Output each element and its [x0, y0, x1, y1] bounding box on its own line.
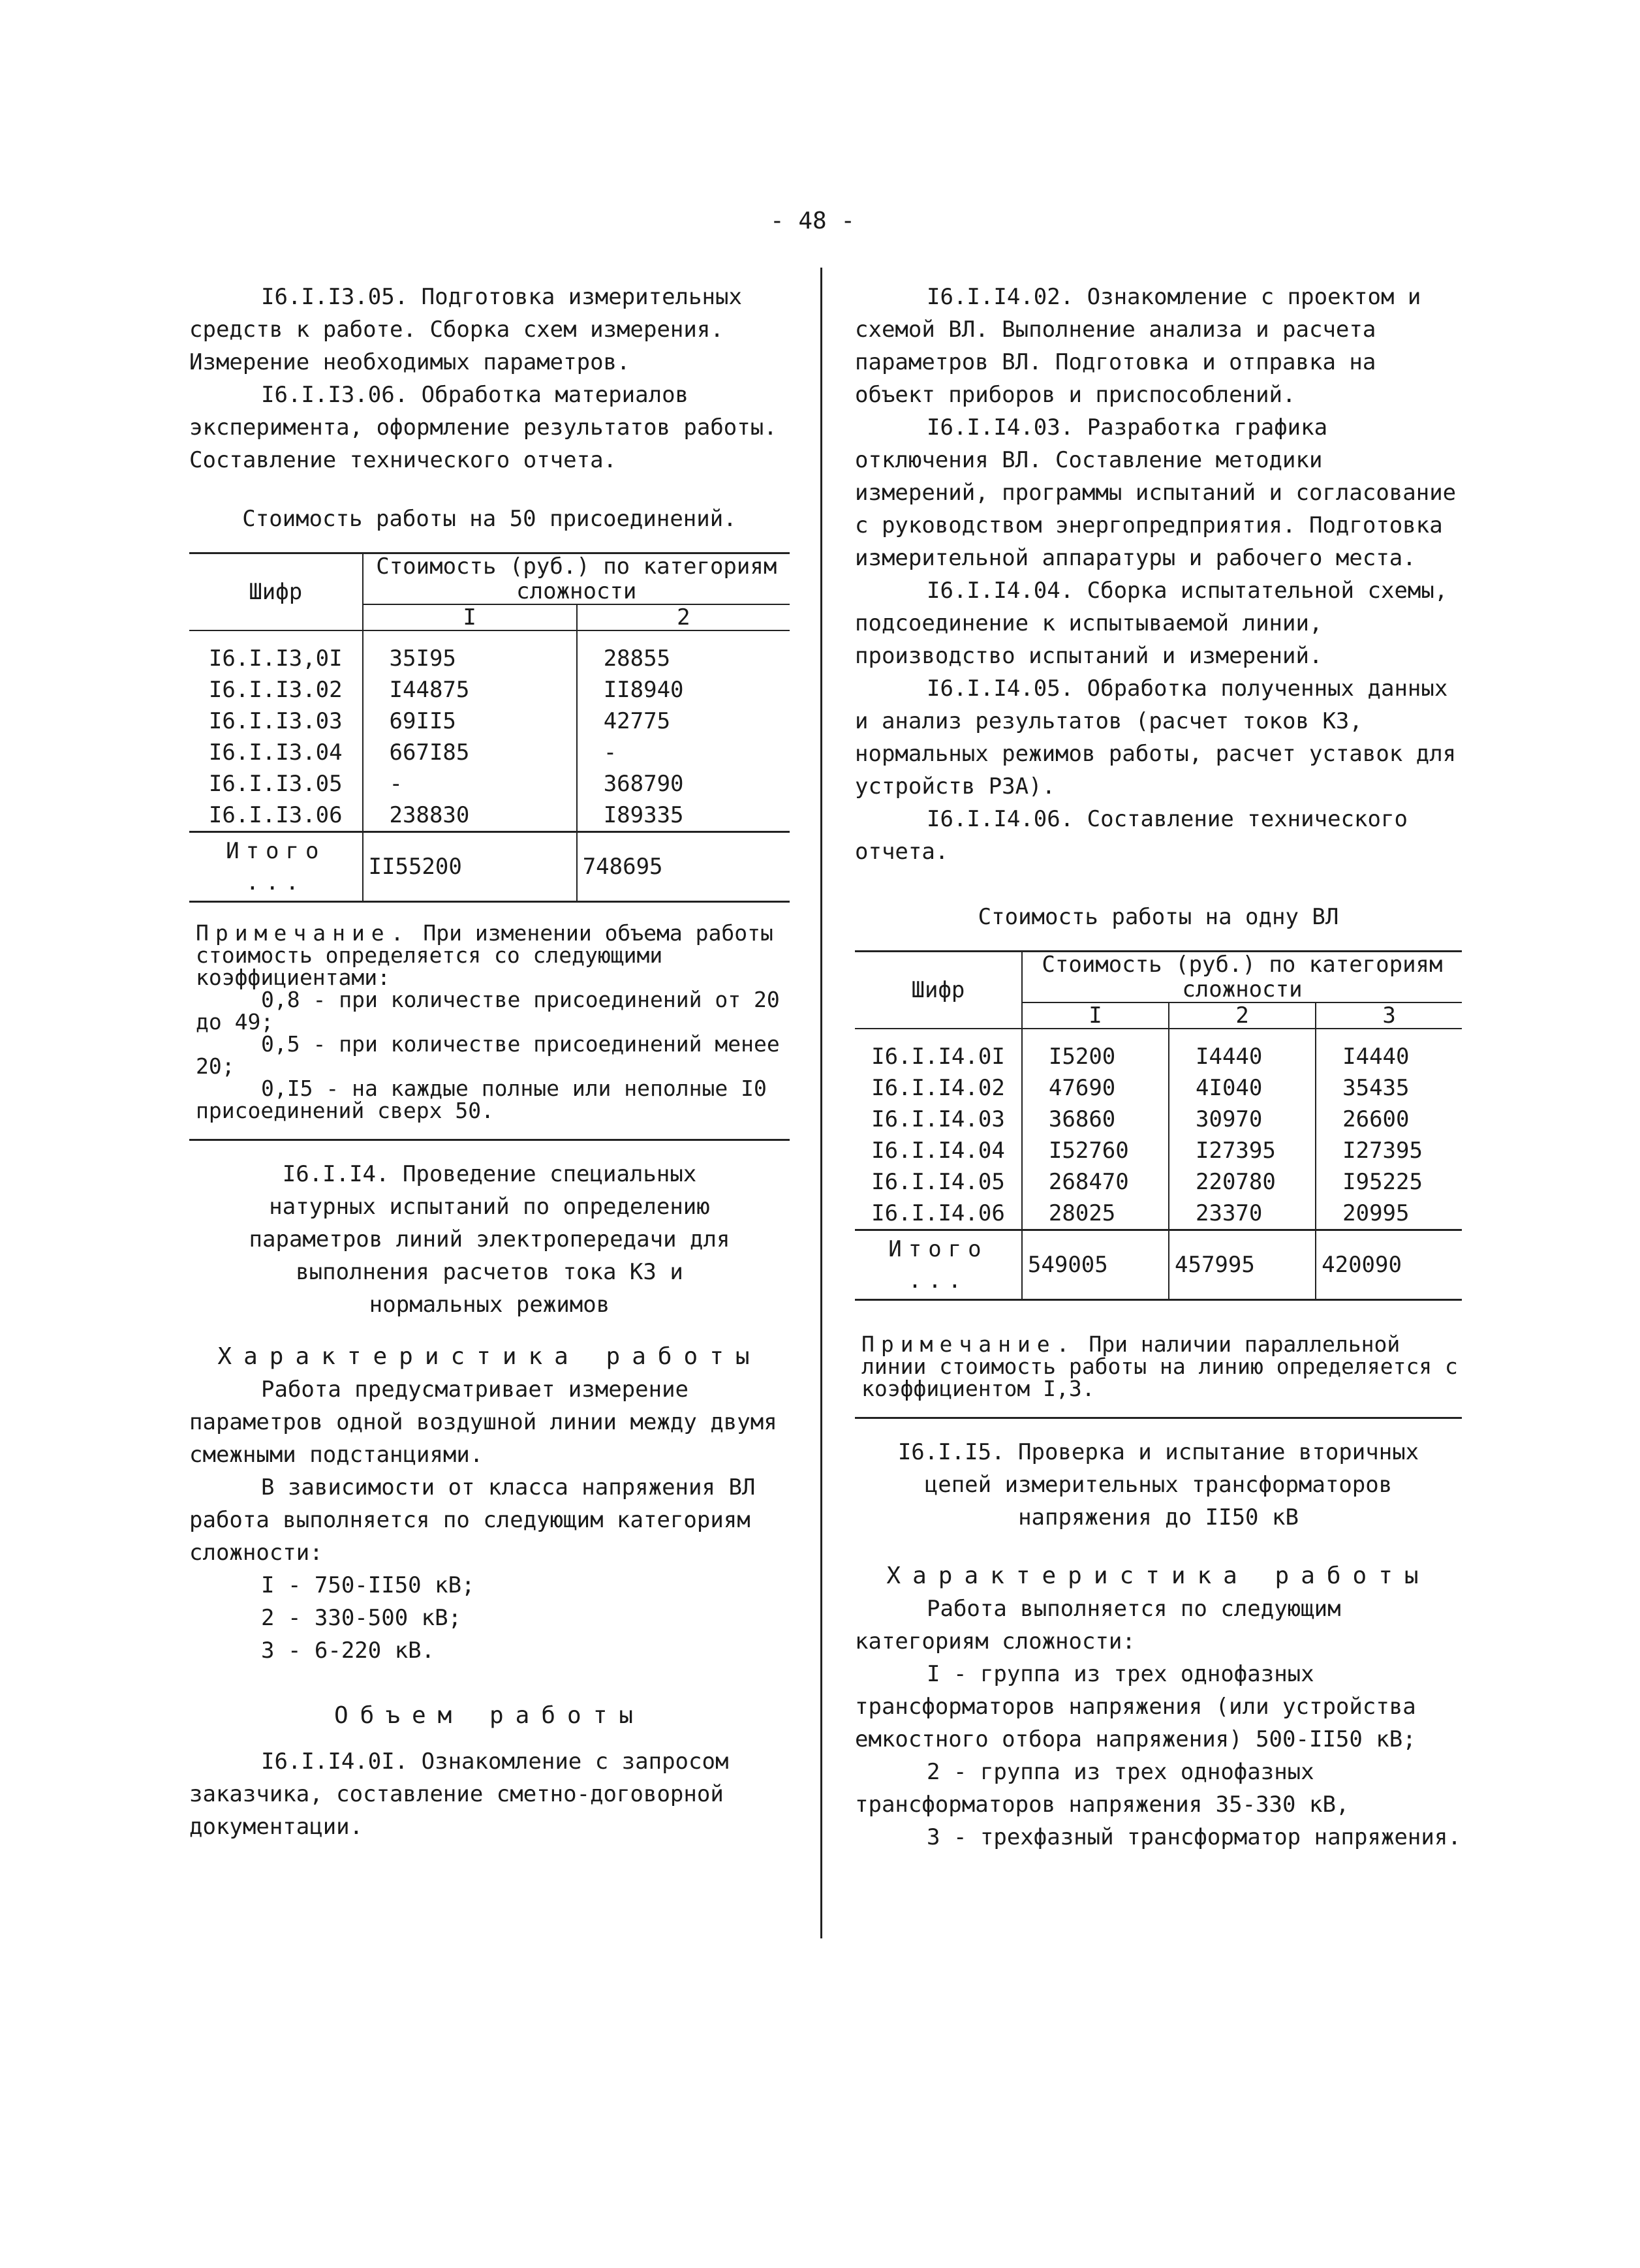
row-cat1: 238830 — [363, 800, 577, 832]
row-code: I6.I.I3.04 — [208, 739, 343, 766]
total-label: Итого ... — [189, 832, 363, 902]
row-cat1: I5200 — [1022, 1029, 1169, 1072]
note-block — [189, 922, 790, 1122]
separator — [855, 1417, 1462, 1419]
left-column — [189, 281, 790, 1843]
total-cat3: 420090 — [1316, 1230, 1462, 1300]
row-cat2: 28855 — [577, 630, 790, 674]
row-code: I6.I.I3.02 — [208, 677, 343, 703]
col-header-cat1: I — [1022, 1002, 1169, 1029]
row-code: I6.I.I4.06 — [871, 1200, 1005, 1226]
right-column — [855, 281, 1462, 1854]
row-code: I6.I.I4.02 — [871, 1075, 1005, 1101]
row-cat1: 667I85 — [363, 737, 577, 768]
row-code: I6.I.I3,0I — [208, 645, 343, 672]
table-row — [189, 674, 790, 706]
characteristic-paragraph: В зависимости от класса напряжения ВЛ работа выполняется по следующим категориям сложности: — [189, 1474, 756, 1566]
row-cat1: 28025 — [1022, 1198, 1169, 1230]
note-line: 0,I5 - на каждые полные или неполные I0 присоединений сверх 50. — [196, 1076, 767, 1123]
row-cat1: 35I95 — [363, 630, 577, 674]
row-cat1: I44875 — [363, 674, 577, 706]
category-item: I - 750-II50 кВ; — [261, 1572, 475, 1598]
row-cat2: 23370 — [1169, 1198, 1316, 1230]
col-header-cat1: I — [363, 604, 577, 630]
table-total-row — [855, 1230, 1462, 1300]
paragraph-14-06: I6.I.I4.06. Составление технического отчета. — [855, 806, 1408, 865]
paragraph-13-06: I6.I.I3.06. Обработка материалов эксперимента, оформление результатов работы. Составление технического отчета. — [189, 382, 777, 473]
row-cat2: 220780 — [1169, 1166, 1316, 1198]
table-row — [855, 1135, 1462, 1166]
col-header-cat2: 2 — [1169, 1002, 1316, 1029]
col-header-code: Шифр — [189, 553, 363, 631]
row-cat1: 268470 — [1022, 1166, 1169, 1198]
row-cat2: 42775 — [577, 706, 790, 737]
section-title-14: I6.I.I4. Проведение специальных натурных испытаний по определению параметров линий электропередачи для выполнения расчетов тока КЗ и нормальных режимов — [249, 1161, 730, 1318]
note-line: 0,5 - при количестве присоединений менее 20; — [196, 1031, 780, 1079]
row-code: I6.I.I4.05 — [871, 1169, 1005, 1195]
note-text: При изменении объема работы стоимость определяется со следующими коэффициентами: — [196, 920, 773, 990]
row-cat1: - — [363, 768, 577, 800]
row-cat2: 4I040 — [1169, 1072, 1316, 1104]
paragraph-14-02: I6.I.I4.02. Ознакомление с проектом и схемой ВЛ. Выполнение анализа и расчета параметров ВЛ. Подготовка и отправка на объект приборов и приспособлений. — [855, 284, 1421, 408]
table-row — [855, 1104, 1462, 1135]
row-cat2: II8940 — [577, 674, 790, 706]
section-title-15: I6.I.I5. Проверка и испытание вторичных цепей измерительных трансформаторов напряжения до II50 кВ — [897, 1439, 1419, 1530]
row-cat1: I52760 — [1022, 1135, 1169, 1166]
row-cat2: I89335 — [577, 800, 790, 832]
table-row — [189, 800, 790, 832]
row-code: I6.I.I4.04 — [871, 1138, 1005, 1164]
characteristic-heading: Характеристика работы — [217, 1343, 762, 1370]
separator — [189, 1139, 790, 1141]
table-row — [189, 706, 790, 737]
category-item: 3 - трехфазный трансформатор напряжения. — [927, 1824, 1461, 1850]
table-row — [855, 1029, 1462, 1072]
paragraph-14-04: I6.I.I4.04. Сборка испытательной схемы, подсоединение к испытываемой линии, производство испытаний и измерений. — [855, 578, 1448, 669]
row-cat3: I27395 — [1316, 1135, 1462, 1166]
table-caption-50: Стоимость работы на 50 присоединений. — [242, 506, 737, 532]
note-block — [855, 1333, 1462, 1400]
table-caption-vl: Стоимость работы на одну ВЛ — [978, 904, 1339, 930]
note-line: 0,8 - при количестве присоединений от 20 до 49; — [196, 987, 780, 1034]
table-row — [189, 768, 790, 800]
row-cat2: I27395 — [1169, 1135, 1316, 1166]
total-cat1: 549005 — [1022, 1230, 1169, 1300]
cost-table-14 — [855, 950, 1462, 1301]
category-item: I - группа из трех однофазных трансформаторов напряжения (или устройства емкостного отбора напряжения) 500-II50 кВ; — [855, 1661, 1416, 1752]
row-cat3: 35435 — [1316, 1072, 1462, 1104]
col-header-cat3: 3 — [1316, 1002, 1462, 1029]
col-header-cat2: 2 — [577, 604, 790, 630]
category-item: 3 - 6-220 кВ. — [261, 1638, 435, 1664]
row-cat3: I4440 — [1316, 1029, 1462, 1072]
row-cat2: 368790 — [577, 768, 790, 800]
table-row — [189, 630, 790, 674]
page-number: - 48 - — [770, 208, 856, 234]
table-row — [189, 737, 790, 768]
characteristic-paragraph: Работа выполняется по следующим категориям сложности: — [855, 1596, 1341, 1654]
total-cat1: II55200 — [363, 832, 577, 902]
note-text: При наличии параллельной линии стоимость работы на линию определяется с коэффициентом I,3. — [861, 1331, 1458, 1401]
category-item: 2 - 330-500 кВ; — [261, 1605, 462, 1631]
total-cat2: 748695 — [577, 832, 790, 902]
column-divider — [820, 268, 822, 1938]
volume-heading: Объем работы — [333, 1702, 645, 1729]
row-cat1: 47690 — [1022, 1072, 1169, 1104]
row-cat1: 36860 — [1022, 1104, 1169, 1135]
category-item: 2 - группа из трех однофазных трансформаторов напряжения 35-330 кВ, — [855, 1759, 1350, 1818]
paragraph-14-03: I6.I.I4.03. Разработка графика отключения ВЛ. Составление методики измерений, программы испытаний и согласование с руководством энергопредприятия. Подготовка измерительной аппаратуры и рабочего места. — [855, 414, 1457, 571]
table-row — [855, 1166, 1462, 1198]
col-header-code: Шифр — [855, 952, 1022, 1029]
col-header-cost: Стоимость (руб.) по категориям сложности — [1022, 952, 1462, 1003]
row-code: I6.I.I3.03 — [208, 708, 343, 734]
note-heading: Примечание. — [196, 920, 410, 946]
row-code: I6.I.I3.06 — [208, 802, 343, 828]
row-cat1: 69II5 — [363, 706, 577, 737]
total-cat2: 457995 — [1169, 1230, 1316, 1300]
row-code: I6.I.I4.03 — [871, 1106, 1005, 1132]
row-cat2: 30970 — [1169, 1104, 1316, 1135]
row-cat2: - — [577, 737, 790, 768]
characteristic-paragraph: Работа предусматривает измерение параметров одной воздушной линии между двумя смежными подстанциями. — [189, 1376, 777, 1468]
paragraph-14-05: I6.I.I4.05. Обработка полученных данных и анализ результатов (расчет токов КЗ, нормальных режимов работы, расчет уставок для устройств РЗА). — [855, 676, 1457, 800]
table-row — [855, 1072, 1462, 1104]
col-header-cost: Стоимость (руб.) по категориям сложности — [363, 553, 790, 605]
paragraph-13-05: I6.I.I3.05. Подготовка измерительных средств к работе. Сборка схем измерения. Измерение необходимых параметров. — [189, 284, 742, 375]
row-cat3: 26600 — [1316, 1104, 1462, 1135]
row-cat3: 20995 — [1316, 1198, 1462, 1230]
table-row — [855, 1198, 1462, 1230]
row-code: I6.I.I4.0I — [871, 1044, 1005, 1070]
paragraph-14-01: I6.I.I4.0I. Ознакомление с запросом заказчика, составление сметно-договорной документации. — [189, 1748, 729, 1840]
row-cat3: I95225 — [1316, 1166, 1462, 1198]
characteristic-heading: Характеристика работы — [886, 1562, 1431, 1589]
cost-table-13 — [189, 552, 790, 903]
table-total-row — [189, 832, 790, 902]
row-cat2: I4440 — [1169, 1029, 1316, 1072]
row-code: I6.I.I3.05 — [208, 771, 343, 797]
note-heading: Примечание. — [861, 1331, 1076, 1357]
total-label: Итого ... — [855, 1230, 1022, 1300]
